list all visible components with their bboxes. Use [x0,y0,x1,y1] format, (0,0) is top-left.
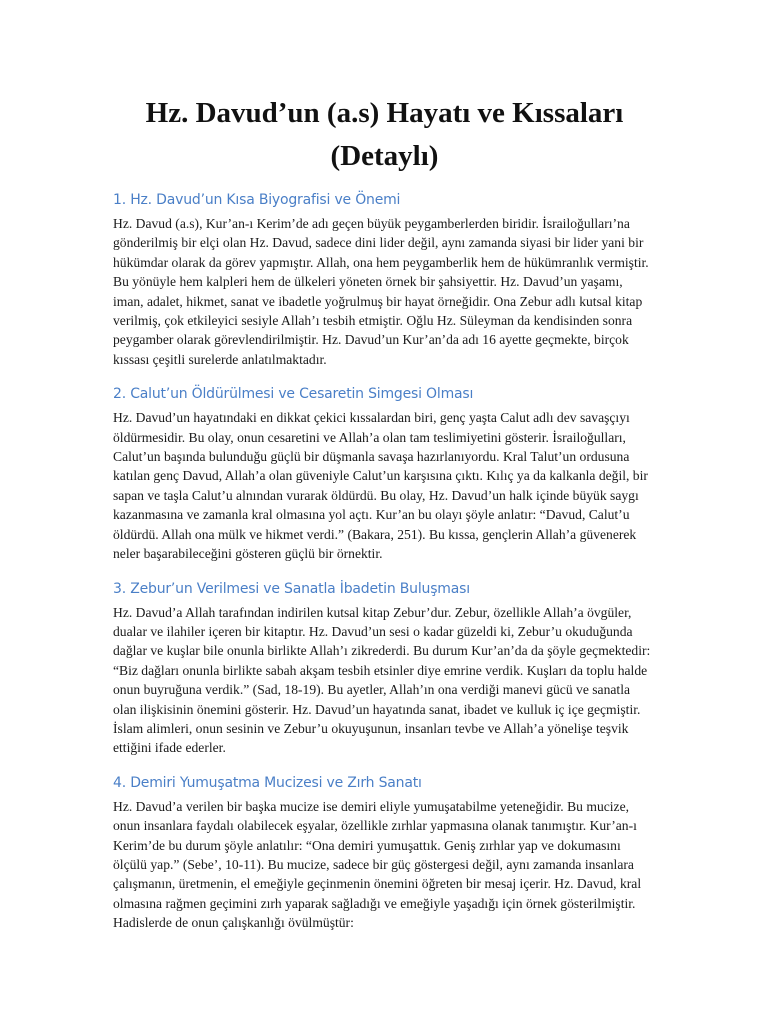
section-heading: 4. Demiri Yumuşatma Mucizesi ve Zırh Sanatı [113,774,422,791]
section-heading: 1. Hz. Davud’un Kısa Biyografisi ve Önemi [113,192,401,208]
section-iron [113,773,656,933]
section-paragraph: Hz. Davud (a.s), Kur’an-ı Kerim’de adı geçen büyük peygamberlerden biridir. İsrailoğulları’na gönderilmiş bir elçi olan Hz. Davud, sadece dini lider değil, aynı zamanda siyasi bir lider yani bir hükümdar olarak da görev yapmıştır. Allah, ona hem peygamberlik hem de hükümranlık vermiştir. Bu yönüyle hem kalpleri hem de ülkeleri yöneten örnek bir şahsiyettir. Hz. Davud’un yaşamı, iman, adalet, hikmet, sanat ve ibadetle yoğrulmuş bir hayat örneğidir. Ona Zebur adlı kutsal kitap verilmiş, çok etkileyici sesiyle Allah’ı tesbih etmiştir. Oğlu Hz. Süleyman da kendisinden sonra peygamber olarak görevlendirilmiştir. Hz. Davud’un Kur’an’da adı 16 ayette geçmekte, birçok kıssası çeşitli surelerde anlatılmaktadır. [113,216,649,367]
section-paragraph: Hz. Davud’un hayatındaki en dikkat çekici kıssalardan biri, genç yaşta Calut adlı dev savaşçıyı öldürmesidir. Bu olay, onun cesaretini ve Allah’a olan tam teslimiyetini gösterir. İsrailoğulları, Calut’un başında bulunduğu güçlü bir düşmanla savaşa hazırlanıyordu. Kral Talut’un ordusuna katılan genç Davud, Allah’a olan güveniyle Calut’un karşısına çıktı. Kılıç ya da kalkanla değil, bir sapan ve taşla Calut’u alnından vurarak öldürdü. Bu olay, Hz. Davud’un halk içinde büyük saygı kazanmasına ve zamanla kral olmasına yol açtı. Kur’an bu olayı şöyle anlatır: “Davud, Calut’u öldürdü. Allah ona mülk ve hikmet verdi.” (Bakara, 251). Bu kıssa, gençlerin Allah’a güvenerek neler başarabileceğini gösteren güçlü bir örnektir. [113,410,648,562]
document-title: Hz. Davud’un (a.s) Hayatı ve Kıssaları (Detaylı) [145,97,624,172]
section-heading: 2. Calut’un Öldürülmesi ve Cesaretin Simgesi Olması [113,386,474,403]
section-zebur [113,579,656,758]
section-heading: 3. Zebur’un Verilmesi ve Sanatla İbadetin Buluşması [113,580,470,597]
section-biography [113,190,656,369]
section-calut [113,384,656,563]
section-paragraph: Hz. Davud’a Allah tarafından indirilen kutsal kitap Zebur’dur. Zebur, özellikle Allah’a övgüler, dualar ve ilahiler içeren bir kitaptır. Hz. Davud’un sesi o kadar güzeldi ki, Zebur’u okuduğunda dağlar ve kuşlar bile onunla birlikte Allah’ı zikrederdi. Bu durum Kur’an’da da şöyle geçmektedir: “Biz dağları onunla birlikte sabah akşam tesbih etsinler diye emrine verdik. Kuşları da toplu halde onun buyruğuna verdik.” (Sad, 18-19). Bu ayetler, Allah’ın ona verdiği manevi gücü ve sanatla olan ilişkisinin önemini gösterir. Hz. Davud’un hayatında sanat, ibadet ve kulluk iç içe geçmiştir. İslam alimleri, onun sesinin ve Zebur’u okuyuşunun, insanları tevbe ve Allah’a yönelişe teşvik ettiğini ifade ederler. [113,604,651,756]
section-paragraph: Hz. Davud’a verilen bir başka mucize ise demiri eliyle yumuşatabilme yeteneğidir. Bu mucize, onun insanlara faydalı olabilecek eşyalar, özellikle zırhlar yapmasına olanak tanımıştır. Kur’an-ı Kerim’de bu durum şöyle anlatılır: “Ona demiri yumuşattık. Geniş zırhlar yap ve dokumasını ölçülü yap.” (Sebe’, 10-11). Bu mucize, sadece bir güç göstergesi değil, aynı zamanda insanlara çalışmanın, üretmenin, el emeğiyle geçinmenin önemini öğreten bir mesaj içerir. Hz. Davud, kral olmasına rağmen geçimini zırh yaparak sağladığı ve emeğiyle yaşadığı için örnek gösterilmiştir. Hadislerde de onun çalışkanlığı övülmüştür: [113,798,642,931]
